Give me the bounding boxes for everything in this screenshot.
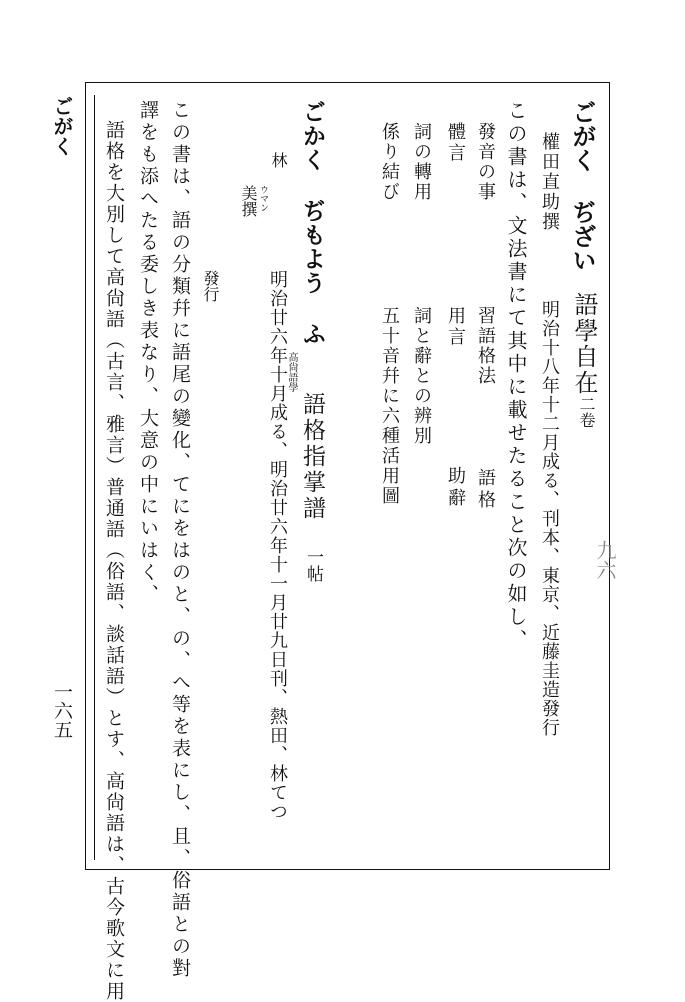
- entry1-content-item: 用言: [445, 306, 466, 348]
- entry1-content-item: 詞と辭との辨別: [411, 306, 432, 446]
- entry2-title: 語格指掌譜: [299, 392, 325, 522]
- stamp-mark: 九六: [593, 540, 617, 580]
- entry2-body-line: この書は、語の分類幷に語尾の變化、てにをはのと、の、へ等を表にし、且、俗語との對: [169, 100, 191, 980]
- entry2-heading: ごかく ぢもよう ふ: [299, 100, 325, 346]
- entry1-content-item: 發音の事: [475, 122, 496, 202]
- entry1-author: 權田直助撰: [539, 132, 560, 232]
- entry2-author-name: 美撰: [239, 185, 258, 217]
- entry1-content-item: 係り結び: [379, 122, 400, 202]
- entry2-publisher-suffix: 發行: [201, 270, 220, 302]
- entry1-intro: この書は、文法書にて其中に載せたること次の如し、: [504, 100, 528, 652]
- running-head: ごがく: [50, 96, 74, 156]
- inner-rule: [94, 95, 95, 860]
- entry2-author-ruby: ウマン: [258, 185, 268, 212]
- entry2-title-prefix: 高尙語學: [286, 352, 297, 392]
- entry1-content-item: 習語格法: [475, 306, 496, 386]
- page-number: 一六五: [51, 682, 73, 739]
- entry1-publication: 明治十八年十二月成る、刊本、東京、近藤圭造發行: [539, 300, 560, 737]
- entry2-body-line: 譯をも添へたる委しき表なり、大意の中にいはく、: [137, 100, 159, 606]
- entry2-volumes: 一帖: [303, 548, 323, 582]
- entry1-volumes: 二卷: [577, 396, 596, 428]
- page-frame: [85, 82, 610, 870]
- entry1-content-item: 語格: [475, 468, 496, 512]
- entry2-publication: 明治廿六年十月成る、明治廿六年十一月廿九日刊、熱田、林てつ: [267, 270, 288, 821]
- entry1-content-item: 體言: [445, 122, 466, 164]
- entry1-content-item: 助辭: [445, 466, 466, 510]
- entry2-body-line: 語格を大別して高尙語（古言、雅言）普通語（俗語、談話語）とす、高尙語は、古今歌文に用: [103, 120, 125, 1002]
- entry1-content-item: 詞の轉用: [411, 122, 432, 202]
- entry1-content-item: 五十音幷に六種活用圖: [379, 306, 400, 506]
- entry1-heading: ごがく ぢざい: [568, 100, 596, 272]
- entry1-title: 語學自在: [570, 292, 598, 396]
- entry2-author-surname: 林: [269, 152, 288, 168]
